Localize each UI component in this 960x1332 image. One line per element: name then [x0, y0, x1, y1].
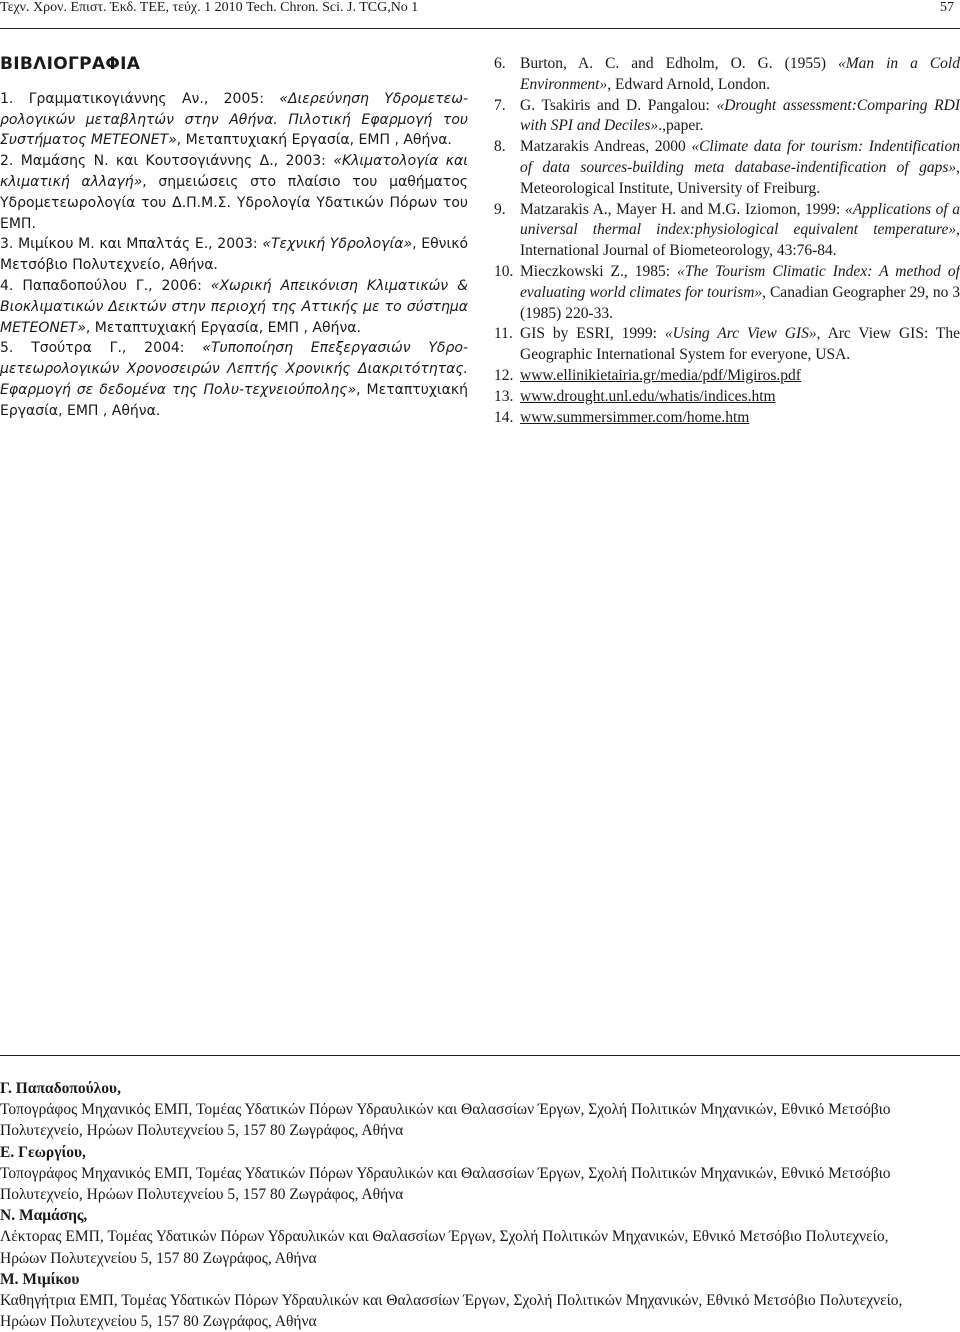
reference-title: «The Tourism Climatic Index: A method of evaluating world climates for tourism»	[520, 262, 960, 301]
section-title: ΒΙΒΛΙΟΓΡΑΦΙΑ	[0, 54, 141, 74]
reference-source: , Μεταπτυχιακή Εργασία, ΕΜΠ , Αθήνα.	[176, 132, 452, 149]
reference-title: «Χωρική Απεικόνιση Κλιματικών & Βιοκλιματικών Δεικτών στην περιοχή της Αττικής με το σύστημα ΜΕΤΕΟΝΕΤ»	[0, 277, 468, 336]
author-block	[0, 1205, 930, 1269]
reference-title: «Τεχνική Υδρολογία»	[262, 236, 413, 253]
reference-number: 13.	[494, 387, 514, 405]
reference-number: 6.	[494, 55, 506, 72]
reference-item	[0, 234, 468, 276]
reference-item	[494, 387, 960, 408]
header-divider	[0, 28, 960, 29]
reference-source: , Edward Arnold, London.	[607, 75, 770, 93]
reference-number: 4.	[0, 277, 14, 294]
reference-number: 7.	[494, 96, 506, 114]
author-block	[0, 1078, 930, 1142]
reference-authors: Τσούτρα Γ., 2004:	[31, 340, 203, 357]
page-header	[0, 0, 960, 22]
reference-item	[0, 151, 468, 234]
reference-title: «Τυποποίηση Επεξεργασιών Υδρομετεωρολογικών Χρονοσειρών Λεπτής Χρονικής Διακριτότητας. Εφαρμογή σε δεδομένα της Πολυ-τεχνειούπολης»	[0, 340, 469, 398]
author-name: Γ. Παπαδοπούλου,	[0, 1080, 121, 1097]
author-name: Μ. Μιμίκου	[0, 1270, 80, 1288]
reference-title: «Διερεύνηση Υδρομετεωρολογικών μεταβλητών στην Αθήνα. Πιλοτική Εφαρμογή του Συστήματος ΜΕΤΕΟΝΕΤ»	[0, 90, 469, 149]
reference-item	[494, 262, 960, 324]
page-number: 57	[940, 0, 954, 15]
reference-item	[0, 276, 468, 338]
reference-number: 1.	[0, 90, 14, 107]
reference-authors: Mieczkowski Z., 1985:	[520, 262, 678, 280]
reference-title: «Climate data for tourism: Indentification of data sources-building meta database-indentification of gaps»	[520, 138, 960, 176]
reference-item	[494, 54, 960, 96]
reference-item	[494, 96, 960, 138]
reference-authors: Μαμάσης Ν. και Κουτσογιάννης Δ., 2003:	[20, 153, 334, 170]
author-affiliation: Λέκτορας ΕΜΠ, Τομέας Υδατικών Πόρων Υδραυλικών και Θαλασσίων Έργων, Σχολή Πολιτικών Μηχανικών, Εθνικό Μετσόβιο Πολυτεχνείο, Ηρώων Πολυτεχνείου 5, 157 80 Ζωγράφος, Αθήνα	[0, 1228, 889, 1267]
reference-authors: Burton, A. C. and Edholm, O. G. (1955)	[520, 55, 838, 72]
reference-number: 3.	[0, 236, 14, 253]
author-name: Ν. Μαμάσης,	[0, 1207, 88, 1225]
reference-link[interactable]: www.ellinikietairia.gr/media/pdf/Migiros.pdf	[520, 366, 801, 384]
reference-number: 9.	[494, 200, 506, 218]
reference-item	[0, 338, 468, 421]
reference-source: , Canadian Geographer 29, no 3 (1985) 220-33.	[520, 283, 960, 322]
reference-number: 14.	[494, 408, 514, 426]
author-affiliations	[0, 1078, 930, 1332]
bibliography-right-column	[494, 54, 960, 428]
reference-item	[494, 200, 960, 262]
reference-number: 8.	[494, 138, 506, 156]
author-name: Ε. Γεωργίου,	[0, 1143, 86, 1161]
reference-number: 2.	[0, 153, 14, 170]
reference-number: 11.	[494, 325, 513, 343]
reference-title: «Κλιματολογία και κλιματική αλλαγή»	[0, 153, 469, 190]
author-block	[0, 1142, 930, 1206]
reference-authors: Matzarakis A., Mayer H. and M.G. Iziomon, 1999:	[520, 200, 845, 218]
bibliography-left-column	[0, 54, 468, 422]
reference-title: «Man in a Cold Environment»	[520, 55, 960, 93]
reference-number: 5.	[0, 340, 14, 357]
reference-authors: Παπαδοπούλου Γ., 2006:	[22, 277, 211, 294]
reference-title: «Applications of a universal thermal index:physiological equivalent temperature»	[520, 200, 960, 239]
reference-item	[0, 89, 468, 151]
reference-authors: Matzarakis Andreas, 2000	[520, 138, 692, 156]
authors-divider	[0, 1055, 960, 1056]
reference-source: , International Journal of Biometeorology, 43:76-84.	[520, 221, 960, 260]
reference-authors: GIS by ESRI, 1999:	[520, 325, 665, 343]
reference-authors: Μιμίκου Μ. και Μπαλτάς Ε., 2003:	[18, 236, 263, 253]
reference-source: , Arc View GIS: The Geographic International System for everyone, USA.	[520, 325, 960, 364]
reference-authors: Γραμματικογιάννης Αν., 2005:	[28, 90, 280, 107]
reference-link[interactable]: www.summersimmer.com/home.htm	[520, 408, 750, 426]
reference-link[interactable]: www.drought.unl.edu/whatis/indices.htm	[520, 387, 776, 405]
author-affiliation: Τοπογράφος Μηχανικός ΕΜΠ, Τομέας Υδατικών Πόρων Υδραυλικών και Θαλασσίων Έργων, Σχολή Πολιτικών Μηχανικών, Εθνικό Μετσόβιο Πολυτεχνείο, Ηρώων Πολυτεχνείου 5, 157 80 Ζωγράφος, Αθήνα	[0, 1101, 891, 1140]
reference-source: , Μεταπτυχιακή Εργασία, ΕΜΠ , Αθήνα.	[85, 319, 361, 336]
reference-source: , Meteorological Institute, University of Freiburg.	[520, 158, 960, 197]
author-affiliation: Καθηγήτρια ΕΜΠ, Τομέας Υδατικών Πόρων Υδραυλικών και Θαλασσίων Έργων, Σχολή Πολιτικών Μηχανικών, Εθνικό Μετσόβιο Πολυτεχνείο, Ηρώων Πολυτεχνείου 5, 157 80 Ζωγράφος, Αθήνα	[0, 1292, 903, 1331]
reference-item	[494, 366, 960, 387]
reference-source: , σημειώσεις στο πλαίσιο του μαθήματος Υδρομετεωρολογία του Δ.Π.Μ.Σ. Υδρολογία Υδατικών Πόρων του ΕΜΠ.	[0, 173, 468, 232]
reference-item	[494, 324, 960, 366]
reference-title: «Drought assessment:Comparing RDI with SPI and Deciles»	[520, 96, 960, 135]
reference-authors: G. Tsakiris and D. Pangalou:	[520, 96, 717, 114]
reference-source: .,paper.	[658, 117, 704, 135]
reference-number: 12.	[494, 366, 514, 384]
reference-number: 10.	[494, 262, 514, 280]
reference-item	[494, 137, 960, 199]
author-affiliation: Τοπογράφος Μηχανικός ΕΜΠ, Τομέας Υδατικών Πόρων Υδραυλικών και Θαλασσίων Έργων, Σχολή Πολιτικών Μηχανικών, Εθνικό Μετσόβιο Πολυτεχνείο, Ηρώων Πολυτεχνείου 5, 157 80 Ζωγράφος, Αθήνα	[0, 1164, 891, 1204]
author-block	[0, 1269, 930, 1332]
reference-source: , Εθνικό Μετσόβιο Πολυτεχνείο, Αθήνα.	[0, 236, 469, 274]
reference-item	[494, 408, 960, 429]
reference-title: «Using Arc View GIS»	[664, 325, 817, 343]
journal-reference: Τεχν. Χρον. Επιστ. Έκδ. ΤΕΕ, τεύχ. 1 2010 Tech. Chron. Sci. J. TCG,No 1	[0, 0, 419, 15]
reference-source: , Μεταπτυχιακή Εργασία, ΕΜΠ , Αθήνα.	[0, 381, 468, 419]
